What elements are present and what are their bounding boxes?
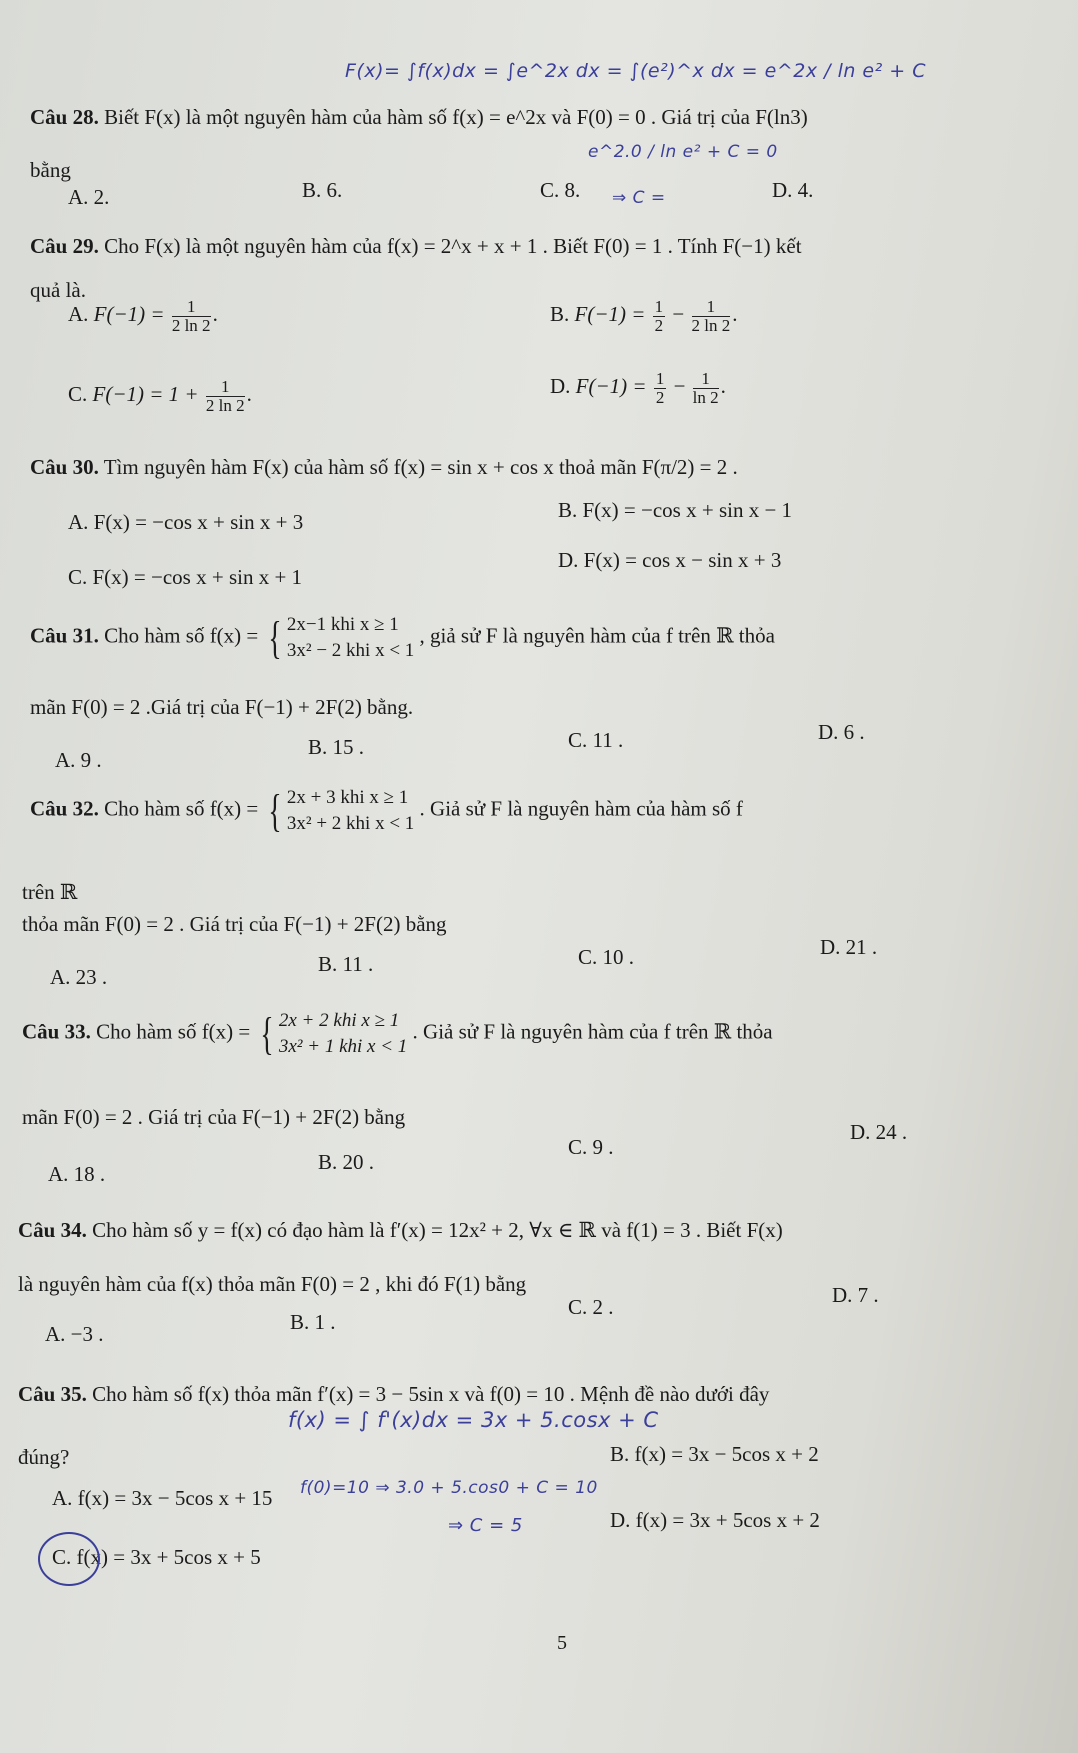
fraction <box>653 298 666 335</box>
numerator: 1 <box>172 298 211 317</box>
question-28 <box>30 105 808 130</box>
option-lhs: F(−1) = <box>93 302 165 327</box>
brace-icon: { <box>267 611 282 663</box>
handwritten-note: ⇒ C = 5 <box>448 1515 523 1536</box>
question-text-cont: thỏa mãn F(0) = 2 . Giá trị của F(−1) + 2F(2) bằng <box>22 912 447 936</box>
option-a: A. 23 . <box>50 965 108 989</box>
option-d: D. 7 . <box>832 1283 879 1307</box>
numerator: 1 <box>692 298 731 317</box>
question-number: Câu 34. <box>18 1218 87 1242</box>
question-30 <box>30 455 738 480</box>
fraction <box>692 298 731 335</box>
question-number: Câu 30. <box>30 455 99 479</box>
question-text-cont: mãn F(0) = 2 . Giá trị của F(−1) + 2F(2) bằng <box>22 1105 406 1129</box>
option-d: D. 6 . <box>818 720 865 744</box>
case-1: 2x + 3 khi x ≥ 1 <box>286 787 409 808</box>
option-d: D. 4. <box>772 178 814 202</box>
option-a: A. 2. <box>68 185 110 209</box>
denominator: 2 <box>655 387 665 407</box>
piecewise-cases <box>279 1008 407 1059</box>
option-d: D. 24 . <box>850 1120 908 1144</box>
fraction <box>206 378 245 415</box>
question-number: Câu 29. <box>30 234 99 258</box>
option-b: B. f(x) = 3x − 5cos x + 2 <box>610 1442 819 1466</box>
case-1: 2x + 2 khi x ≥ 1 <box>278 1010 400 1031</box>
option-b: B. 6. <box>302 178 343 202</box>
question-33 <box>22 1008 773 1059</box>
option-b: B. 15 . <box>308 735 365 759</box>
denominator: 2 ln 2 <box>691 315 731 335</box>
brace-icon: { <box>267 784 282 836</box>
numerator: 1 <box>655 369 665 388</box>
brace-icon: { <box>259 1007 274 1059</box>
handwritten-note: f(0)=10 ⇒ 3.0 + 5.cos0 + C = 10 <box>300 1478 598 1498</box>
option-c: C. F(−1) = 1 + $\frac{1}{2 \ln 2}$ . <box>68 377 252 415</box>
question-text: Cho hàm số f(x) = <box>104 623 259 648</box>
piecewise-cases <box>287 785 414 836</box>
case-2: 3x² + 2 khi x < 1 <box>286 812 415 834</box>
option-lhs: F(−1) = <box>575 374 647 399</box>
option-a: A. 18 . <box>48 1162 106 1186</box>
option-b: B. F(x) = −cos x + sin x − 1 <box>558 498 793 522</box>
question-number: Câu 33. <box>22 1019 91 1044</box>
option-a: A. F(−1) = $\frac{1}{2 \ln 2}$ . <box>68 297 218 335</box>
question-29 <box>30 234 802 259</box>
option-c: C. 10 . <box>578 945 635 969</box>
option-b: B. F(−1) = $\frac{1}{2}$ − $\frac{1}{2 \ln 2}$ . <box>550 297 738 335</box>
option-d: D. 21 . <box>820 935 878 959</box>
option-b: B. 1 . <box>290 1310 336 1334</box>
option-b: B. 20 . <box>318 1150 375 1174</box>
question-number: Câu 31. <box>30 623 99 648</box>
option-c: C. 2 . <box>568 1295 614 1319</box>
numerator: 1 <box>654 297 664 316</box>
option-a: A. −3 . <box>45 1322 104 1346</box>
question-number: Câu 32. <box>30 796 99 821</box>
option-c: C. f(x) = 3x + 5cos x + 5 <box>52 1545 261 1569</box>
case-2: 3x² − 2 khi x < 1 <box>286 639 415 661</box>
numerator: 1 <box>693 370 719 389</box>
question-text-post: , giả sử F là nguyên hàm của f trên ℝ thỏa <box>419 623 775 648</box>
question-number: Câu 35. <box>18 1382 87 1406</box>
question-31 <box>30 612 775 663</box>
denominator: 2 <box>654 315 664 335</box>
question-text-cont: bằng <box>30 158 71 182</box>
question-text: Biết F(x) là một nguyên hàm của hàm số f(x) = e^2x và F(0) = 0 . Giá trị của F(ln3) <box>104 105 808 129</box>
case-1: 2x−1 khi x ≥ 1 <box>286 614 399 635</box>
option-c: C. F(x) = −cos x + sin x + 1 <box>68 565 303 589</box>
piecewise-cases <box>287 612 414 663</box>
option-d: D. F(x) = cos x − sin x + 3 <box>558 548 782 572</box>
option-c: C. 8. <box>540 178 581 202</box>
option-lhs: F(−1) = <box>574 302 646 327</box>
question-number: Câu 28. <box>30 105 99 129</box>
question-35 <box>18 1382 769 1407</box>
question-32 <box>30 785 743 836</box>
question-text: Cho F(x) là một nguyên hàm của f(x) = 2^x + x + 1 . Biết F(0) = 1 . Tính F(−1) kết <box>104 234 802 258</box>
option-a: A. F(x) = −cos x + sin x + 3 <box>68 510 304 534</box>
question-text: Cho hàm số f(x) = <box>96 1019 251 1044</box>
question-text: Cho hàm số y = f(x) có đạo hàm là f′(x) = 12x² + 2, ∀x ∈ ℝ và f(1) = 3 . Biết F(x) <box>92 1218 783 1242</box>
option-a: A. f(x) = 3x − 5cos x + 15 <box>52 1486 273 1510</box>
question-text-cont: đúng? <box>18 1445 70 1469</box>
fraction <box>693 370 719 407</box>
handwritten-note: ⇒ C = <box>612 188 666 208</box>
question-text-cont: trên ℝ <box>22 880 78 904</box>
option-a: A. 9 . <box>55 748 102 772</box>
fraction <box>654 370 667 407</box>
question-text: Cho hàm số f(x) thỏa mãn f′(x) = 3 − 5sin x và f(0) = 10 . Mệnh đề nào dưới đây <box>92 1382 770 1406</box>
option-c: C. 11 . <box>568 728 624 752</box>
option-c: C. 9 . <box>568 1135 614 1159</box>
handwritten-note: f(x) = ∫ f'(x)dx = 3x + 5.cosx + C <box>288 1408 659 1432</box>
handwritten-note: e^2.0 / ln e² + C = 0 <box>588 142 778 162</box>
question-text-cont: quả là. <box>30 278 86 302</box>
question-text-post: . Giả sử F là nguyên hàm của hàm số f <box>419 796 743 821</box>
option-d: D. f(x) = 3x + 5cos x + 2 <box>610 1508 820 1532</box>
option-label: D. <box>550 374 571 399</box>
question-text: Cho hàm số f(x) = <box>104 796 259 821</box>
option-label: B. <box>550 302 570 327</box>
numerator: 1 <box>206 378 245 397</box>
option-label: C. <box>68 382 88 407</box>
question-text-post: . Giả sử F là nguyên hàm của f trên ℝ thỏa <box>412 1019 773 1044</box>
page-number: 5 <box>557 1632 567 1654</box>
handwritten-note: F(x)= ∫f(x)dx = ∫e^2x dx = ∫(e²)^x dx = e^2x / ln e² + C <box>345 60 926 82</box>
denominator: 2 ln 2 <box>205 395 245 415</box>
question-text-cont: là nguyên hàm của f(x) thỏa mãn F(0) = 2 , khi đó F(1) bằng <box>18 1272 527 1296</box>
denominator: 2 ln 2 <box>171 315 211 335</box>
question-text-cont: mãn F(0) = 2 .Giá trị của F(−1) + 2F(2) bằng. <box>30 695 414 719</box>
answer-circle-icon <box>38 1532 100 1586</box>
option-lhs: F(−1) = 1 + <box>92 382 199 407</box>
fraction <box>172 298 211 335</box>
option-b: B. 11 . <box>318 952 374 976</box>
question-34 <box>18 1218 783 1243</box>
option-d: D. F(−1) = $\frac{1}{2}$ − $\frac{1}{\ln 2}$ . <box>550 369 726 407</box>
question-text: Tìm nguyên hàm F(x) của hàm số f(x) = sin x + cos x thoả mãn F(π/2) = 2 . <box>103 455 738 479</box>
option-label: A. <box>68 302 89 327</box>
case-2: 3x² + 1 khi x < 1 <box>278 1035 408 1057</box>
denominator: ln 2 <box>692 387 719 407</box>
